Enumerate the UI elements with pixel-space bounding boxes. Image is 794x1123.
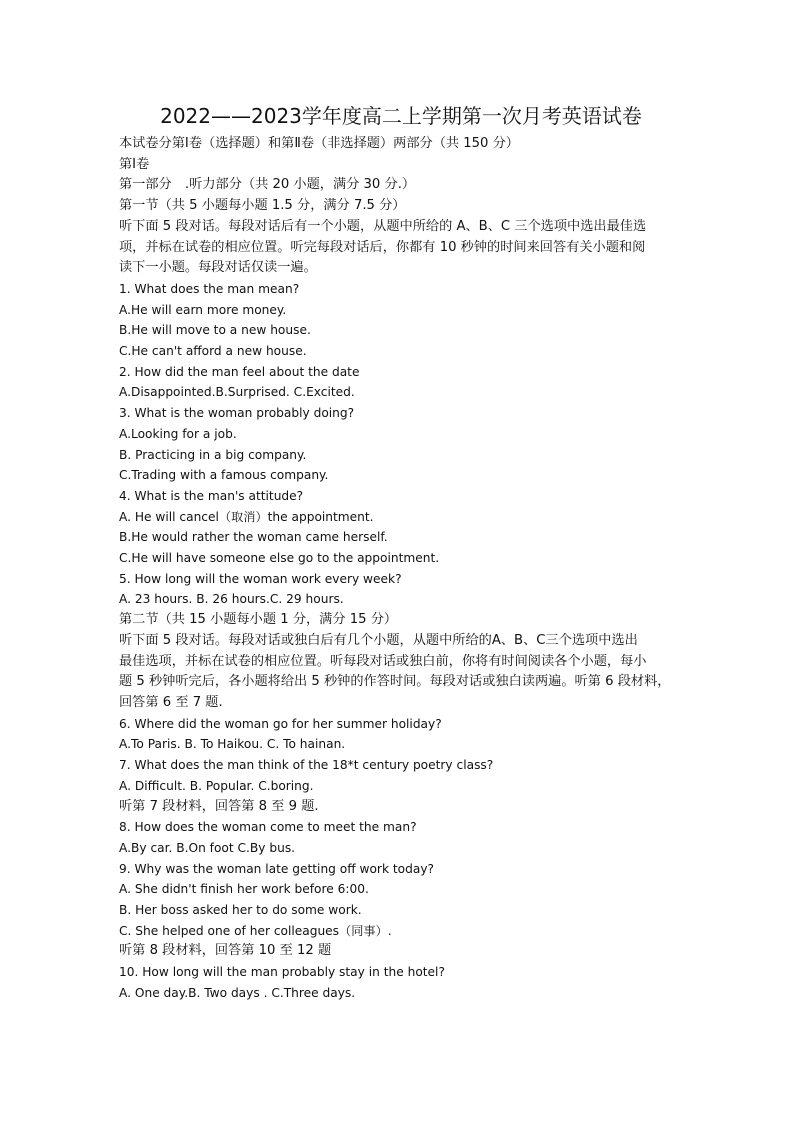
text-line: 听第 8 段材料，回答第 10 至 12 题: [119, 943, 332, 959]
text-line: A.Looking for a job.: [119, 426, 237, 441]
text-line: A. Difficult. B. Popular. C.boring.: [119, 778, 314, 793]
page-title: 2022——2023学年度高二上学期第一次月考英语试卷: [160, 104, 642, 128]
text-line: A.Disappointed.B.Surprised. C.Excited.: [119, 385, 355, 400]
text-line: 听第 7 段材料，回答第 8 至 9 题.: [119, 798, 319, 814]
text-line: C. She helped one of her colleagues（同事）.: [119, 923, 392, 938]
text-line: A.To Paris. B. To Haikou. C. To hainan.: [119, 737, 346, 752]
exam-page: [119, 100, 679, 1004]
text-line: 题 5 秒钟听完后，各小题将给出 5 秒钟的作答时间。每段对话或独白读两遍。听第 6 段材料，: [119, 674, 671, 690]
text-line: C.He can't afford a new house.: [119, 344, 307, 359]
exam-content: [119, 134, 679, 1004]
text-line: C.Trading with a famous company.: [119, 468, 329, 483]
text-line: 8. How does the woman come to meet the man?: [119, 820, 417, 835]
text-line: A. One day.B. Two days . C.Three days.: [119, 985, 356, 1000]
text-line: 听下面 5 段对话。每段对话或独白后有几个小题，从题中所给的A、B、C三个选项中选出: [119, 632, 638, 648]
text-line: 9. Why was the woman late getting off work today?: [119, 861, 434, 876]
text-line: 回答第 6 至 7 题.: [119, 694, 223, 710]
text-line: 5. How long will the woman work every week?: [119, 571, 402, 586]
text-line: 第二节（共 15 小题每小题 1 分，满分 15 分）: [119, 612, 398, 628]
text-line: 第Ⅰ卷: [119, 156, 150, 172]
text-line: 6. Where did the woman go for her summer holiday?: [119, 716, 442, 731]
text-line: A. She didn't finish her work before 6:00.: [119, 882, 369, 897]
text-line: 4. What is the man's attitude?: [119, 488, 304, 503]
text-line: B. Her boss asked her to do some work.: [119, 903, 362, 918]
text-line: 最佳选项，并标在试卷的相应位置。听每段对话或独白前，你将有时间阅读各个小题，每小: [119, 653, 647, 669]
text-line: 听下面 5 段对话。每段对话后有一个小题，从题中所给的 A、B、C 三个选项中选出最佳选: [119, 218, 647, 234]
text-line: 7. What does the man think of the 18*t century poetry class?: [119, 758, 494, 773]
text-line: C.He will have someone else go to the appointment.: [119, 551, 440, 566]
text-line: B.He would rather the woman came herself.: [119, 530, 388, 545]
text-line: A.By car. B.On foot C.By bus.: [119, 840, 296, 855]
text-line: 本试卷分第Ⅰ卷（选择题）和第Ⅱ卷（非选择题）两部分（共 150 分）: [119, 136, 519, 151]
text-line: 10. How long will the man probably stay in the hotel?: [119, 965, 445, 980]
text-line: 第一部分 .听力部分（共 20 小题，满分 30 分.）: [119, 177, 416, 193]
text-line: 3. What is the woman probably doing?: [119, 406, 355, 421]
text-line: 1. What does the man mean?: [119, 281, 300, 296]
text-line: B. Practicing in a big company.: [119, 447, 307, 462]
text-line: B.He will move to a new house.: [119, 323, 311, 338]
text-line: A. He will cancel（取消）the appointment.: [119, 509, 374, 524]
text-line: 第一节（共 5 小题每小题 1.5 分，满分 7.5 分）: [119, 198, 406, 214]
text-line: A. 23 hours. B. 26 hours.C. 29 hours.: [119, 592, 344, 607]
text-line: 读下一小题。每段对话仅读一遍。: [119, 260, 317, 276]
text-line: 2. How did the man feel about the date: [119, 364, 360, 379]
text-line: A.He will earn more money.: [119, 302, 287, 317]
text-line: 项，并标在试卷的相应位置。听完每段对话后，你都有 10 秒钟的时间来回答有关小题和阅: [119, 239, 646, 255]
